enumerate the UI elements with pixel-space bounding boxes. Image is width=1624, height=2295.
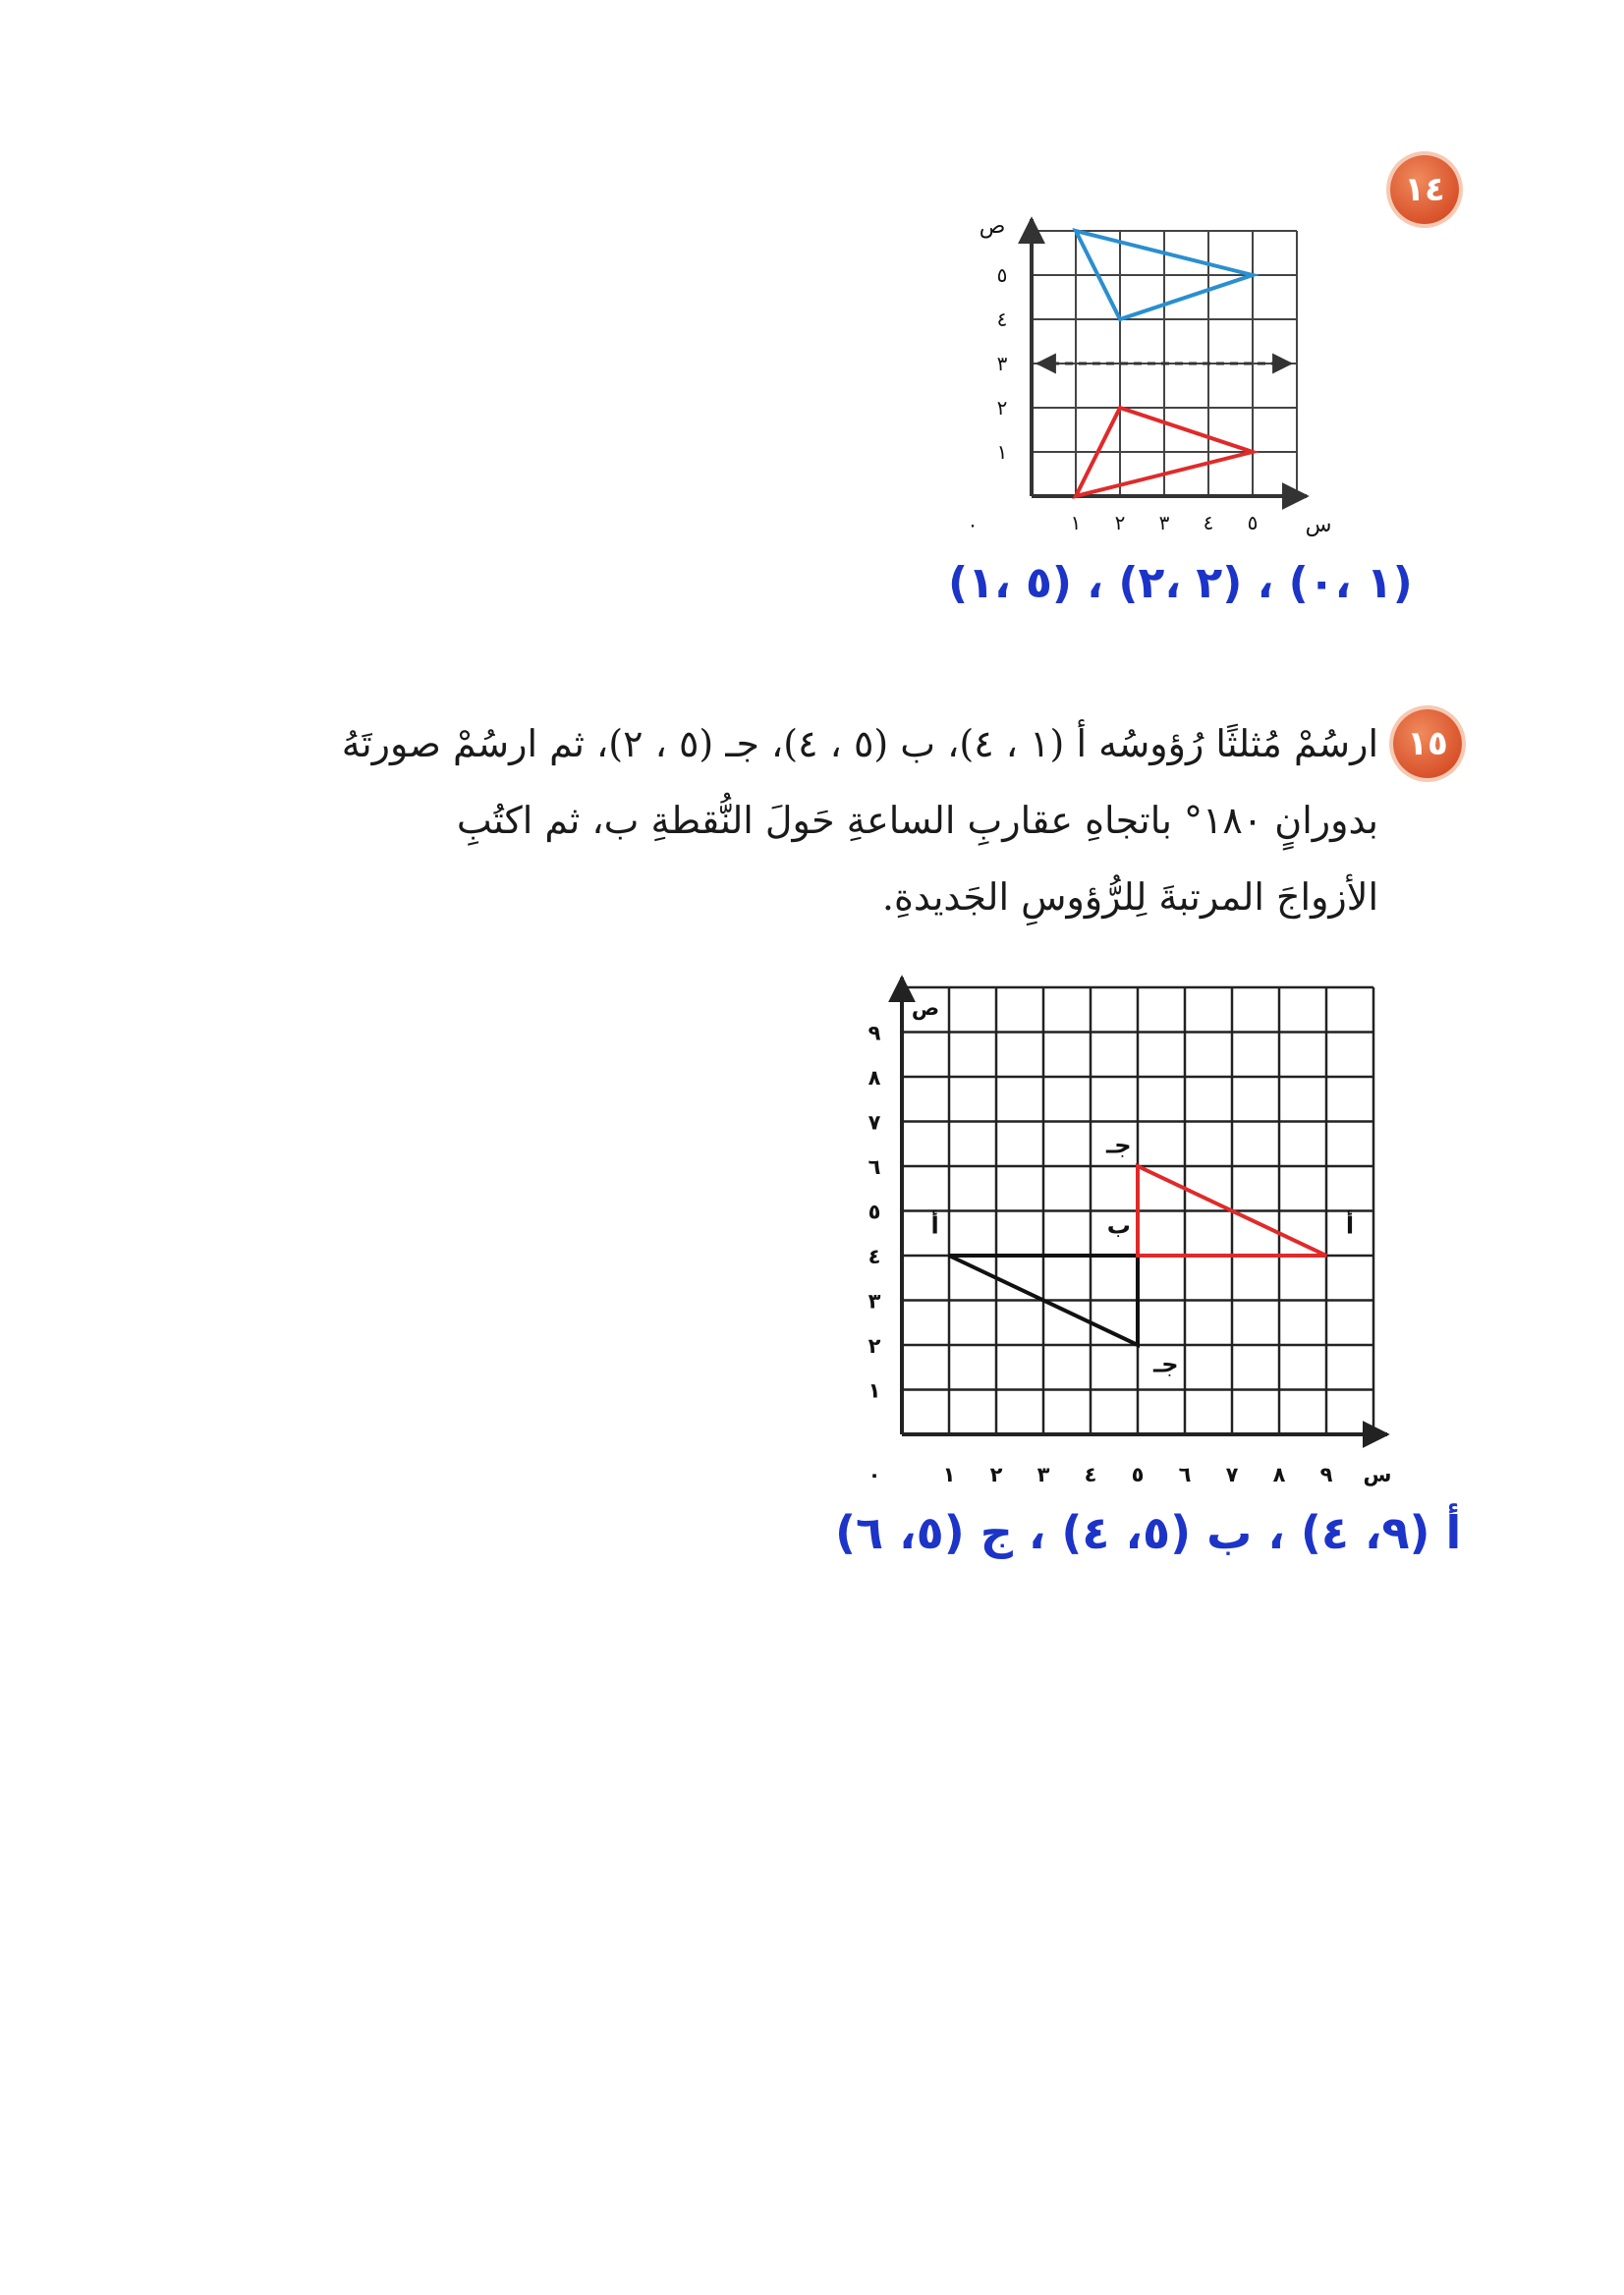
vertex-label-c-image: جـ (1106, 1131, 1132, 1159)
y-tick-label: ٤ (868, 1245, 881, 1268)
y-axis-label: ص (911, 996, 940, 1020)
x-tick-label: ٢ (989, 1463, 1003, 1486)
y-tick-label: ٦ (868, 1155, 881, 1179)
x-tick-label: ٩ (1319, 1463, 1333, 1486)
vertex-label-a-image: أ (1345, 1211, 1355, 1240)
y-tick-label: ١ (868, 1378, 881, 1403)
x-tick-label: ٨ (1272, 1463, 1286, 1486)
y-tick-label: ٩ (868, 1021, 881, 1045)
vertex-label-a-original: أ (930, 1211, 939, 1240)
y-tick-label: ٣ (996, 352, 1008, 375)
x-tick-label: ٣ (1036, 1463, 1050, 1486)
question-line-1: ارسُمْ مُثلثًا رُؤوسُه أ (١ ، ٤)، ب (٥ ، ٤)، جـ (٥ ، ٢)، ثم ارسُمْ صورتَهُ (341, 722, 1378, 765)
y-tick-label: ٣ (868, 1289, 881, 1314)
y-tick-label: ٤ (996, 308, 1008, 331)
x-tick-label: ٢ (1114, 511, 1126, 534)
origin-label: ٠ (967, 513, 979, 536)
vertex-label-c-original: جـ (1153, 1350, 1179, 1378)
problem-14-answer: (١ ،٠) ، (٢ ،٢) ، (٥ ،١) (948, 558, 1413, 608)
y-tick-label: ٢ (868, 1334, 881, 1358)
problem-14-number: ١٤ (1404, 170, 1445, 209)
x-tick-label: ٣ (1158, 511, 1170, 534)
y-tick-label: ١ (996, 440, 1008, 464)
problem-15-answer: أ (٩، ٤) ، ب (٥، ٤) ، ج (٥، ٦) (835, 1506, 1462, 1559)
problem-15-number: ١٥ (1407, 724, 1448, 763)
x-tick-label: ٥ (1131, 1463, 1145, 1486)
x-tick-label: ٤ (1084, 1463, 1097, 1486)
x-tick-label: ٧ (1225, 1463, 1239, 1486)
y-tick-label: ٨ (868, 1066, 881, 1090)
x-tick-label: ٤ (1203, 511, 1214, 534)
y-tick-label: ٧ (868, 1110, 881, 1135)
question-line-2: بدورانٍ ١٨٠° باتجاهِ عقاربِ الساعةِ حَولَ النُّقطةِ ب، ثم اكتُبِ (456, 799, 1378, 842)
x-tick-label: ١ (1070, 511, 1082, 534)
y-axis-label: ص (979, 214, 1006, 239)
vertex-label-b: ب (1106, 1211, 1131, 1240)
origin-label: ٠ (868, 1463, 881, 1486)
x-axis-label: س (1363, 1463, 1392, 1486)
y-tick-label: ٥ (868, 1200, 881, 1224)
x-tick-label: ٥ (1247, 511, 1259, 534)
x-tick-label: ١ (942, 1463, 956, 1486)
x-tick-label: ٦ (1178, 1463, 1192, 1486)
y-tick-label: ٥ (996, 263, 1008, 287)
question-line-3: الأزواجَ المرتبةَ لِلرُّؤوسِ الجَديدةِ. (881, 875, 1378, 919)
y-tick-label: ٢ (996, 396, 1008, 420)
x-axis-label: س (1305, 513, 1332, 537)
